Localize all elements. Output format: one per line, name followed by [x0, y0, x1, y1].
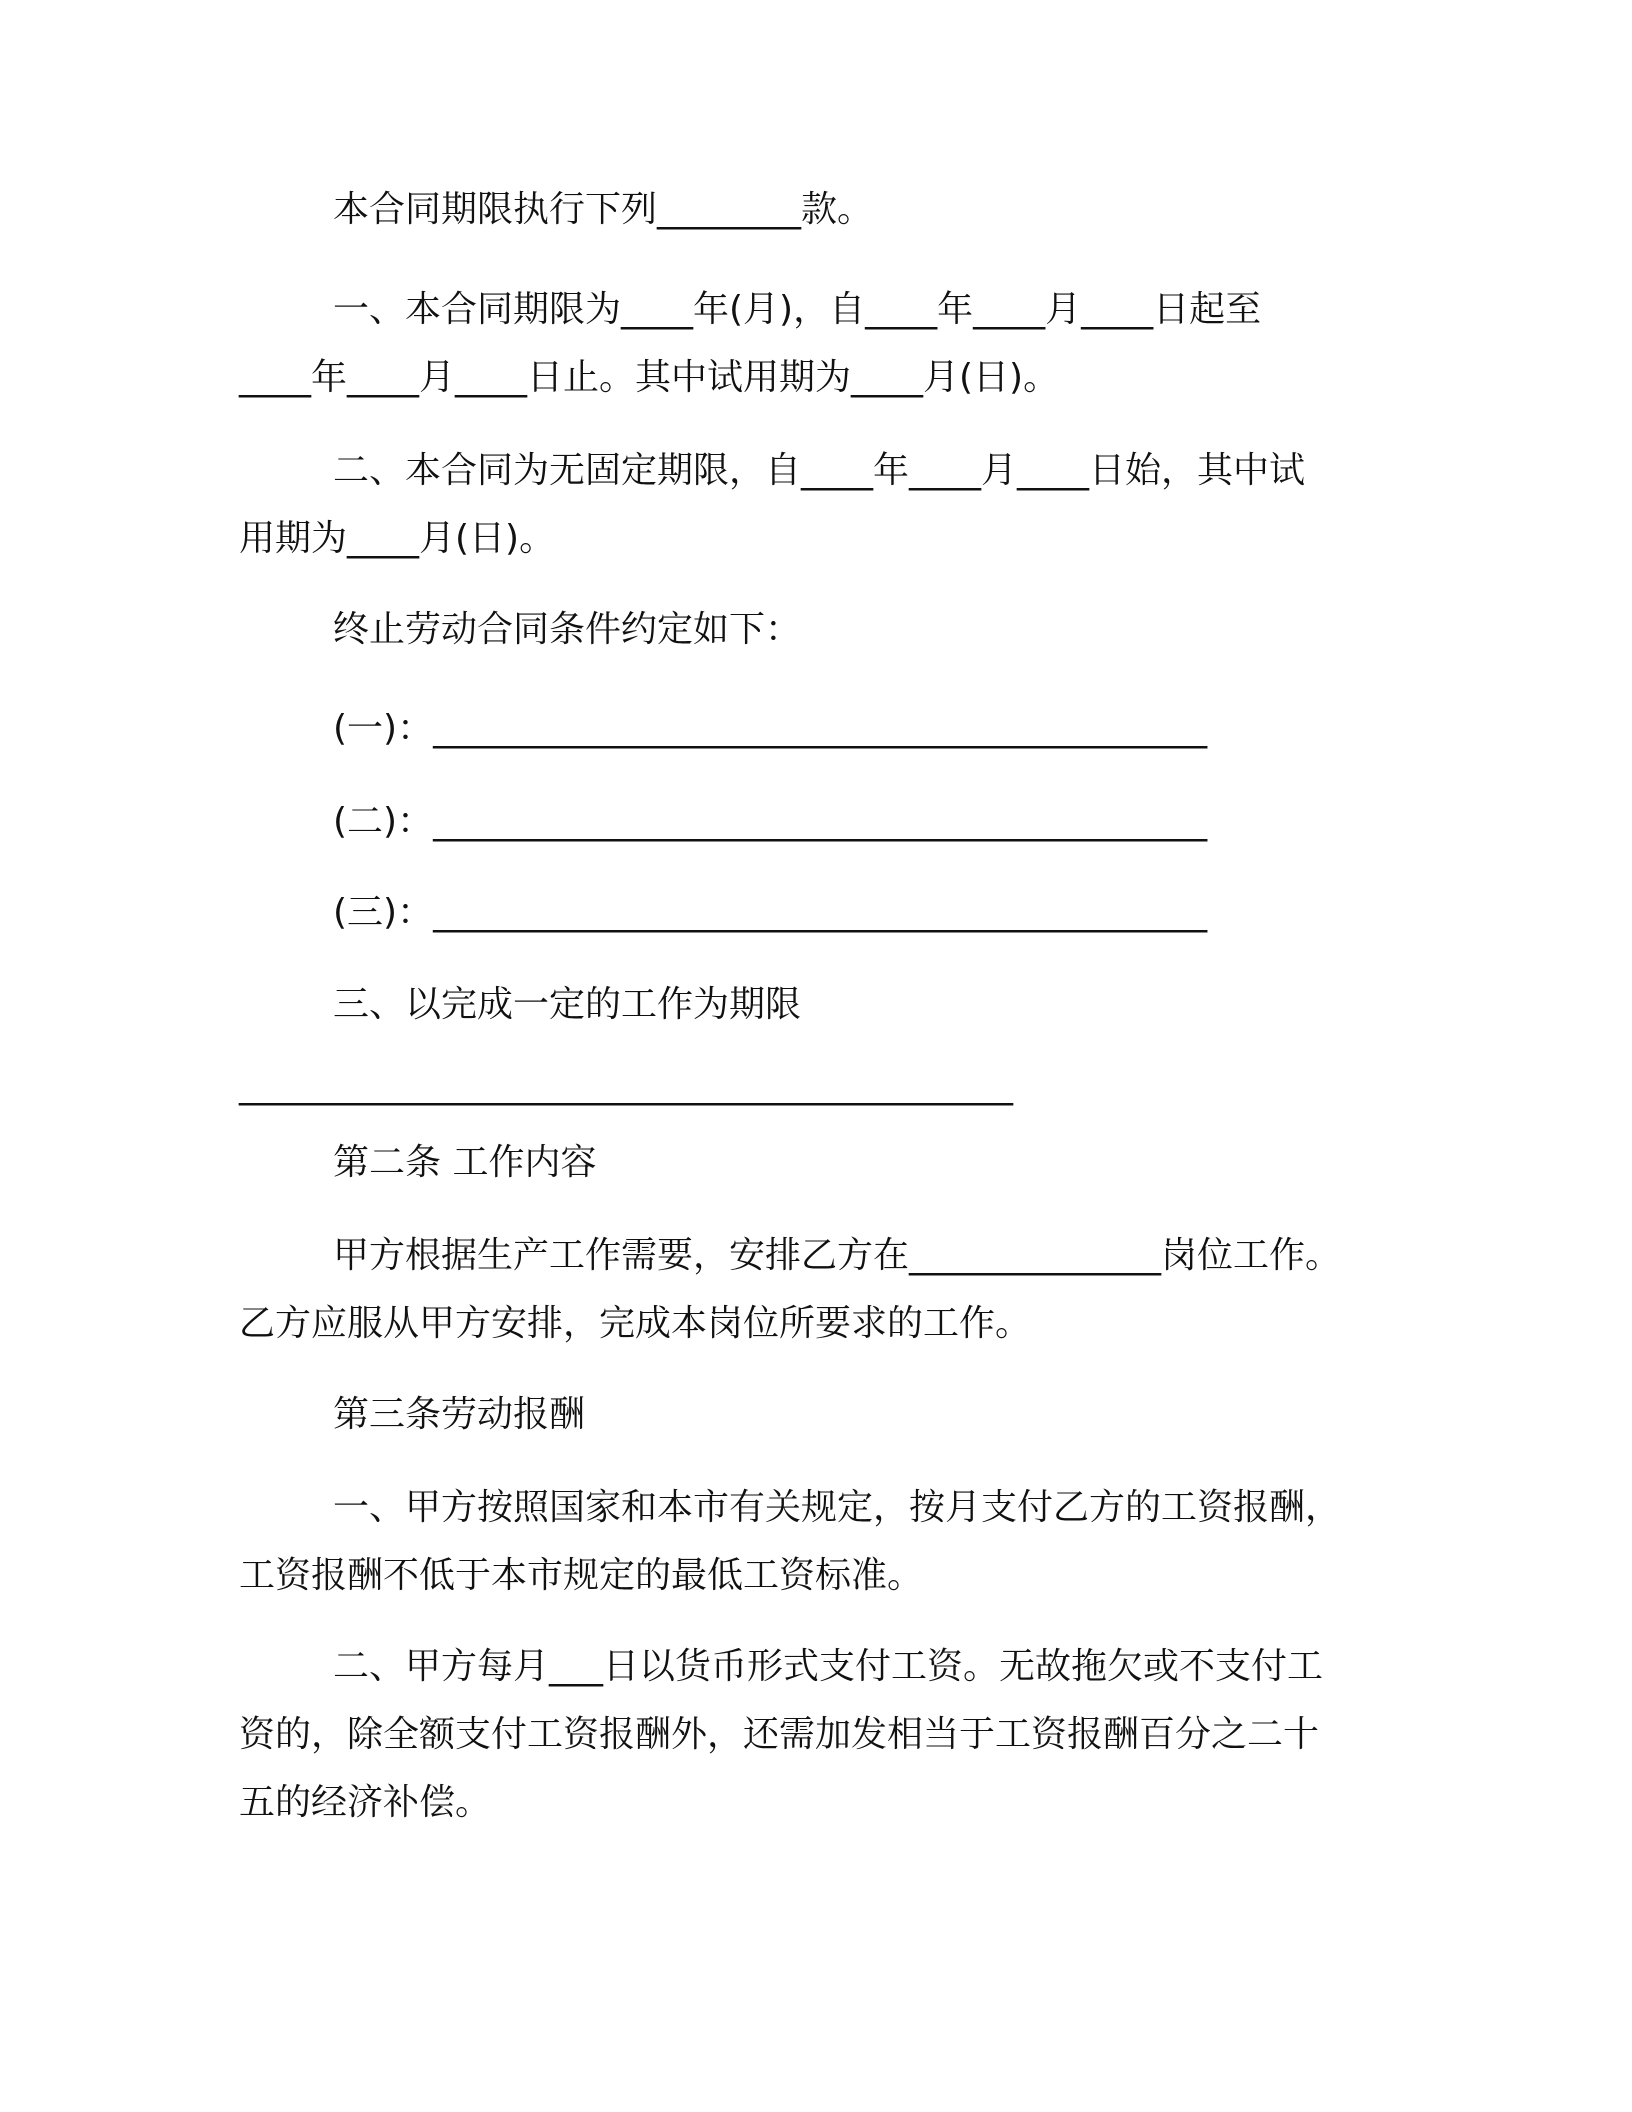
text-line: 二、甲方每月___日以货币形式支付工资。无故拖欠或不支付工 — [333, 1646, 1324, 1687]
text-line: 五的经济补偿。 — [239, 1782, 492, 1823]
text-line: 用期为____月(日)。 — [239, 518, 556, 559]
text-line: 一、甲方按照国家和本市有关规定，按月支付乙方的工资报酬， — [333, 1487, 1342, 1528]
text-line: 本合同期限执行下列________款。 — [333, 189, 874, 230]
text-line: 甲方根据生产工作需要，安排乙方在______________岗位工作。 — [333, 1235, 1342, 1276]
text-line: (一)：___________________________________________ — [333, 708, 1208, 749]
text-line: 一、本合同期限为____年(月)，自____年____月____日起至 — [333, 289, 1262, 330]
text-line: 第二条 工作内容 — [333, 1142, 597, 1183]
text-line: 第三条劳动报酬 — [333, 1394, 586, 1435]
text-line: (二)：___________________________________________ — [333, 801, 1208, 842]
text-line: (三)：___________________________________________ — [333, 892, 1208, 933]
text-line: ____年____月____日止。其中试用期为____月(日)。 — [239, 357, 1060, 398]
text-line: ___________________________________________ — [239, 1065, 1013, 1106]
text-line: 三、以完成一定的工作为期限 — [333, 984, 802, 1025]
text-line: 乙方应服从甲方安排，完成本岗位所要求的工作。 — [239, 1303, 1032, 1344]
text-line: 资的，除全额支付工资报酬外，还需加发相当于工资报酬百分之二十 — [239, 1714, 1320, 1755]
text-line: 终止劳动合同条件约定如下： — [333, 609, 802, 650]
text-line: 二、本合同为无固定期限，自____年____月____日始，其中试 — [333, 450, 1306, 491]
text-line: 工资报酬不低于本市规定的最低工资标准。 — [239, 1555, 924, 1596]
